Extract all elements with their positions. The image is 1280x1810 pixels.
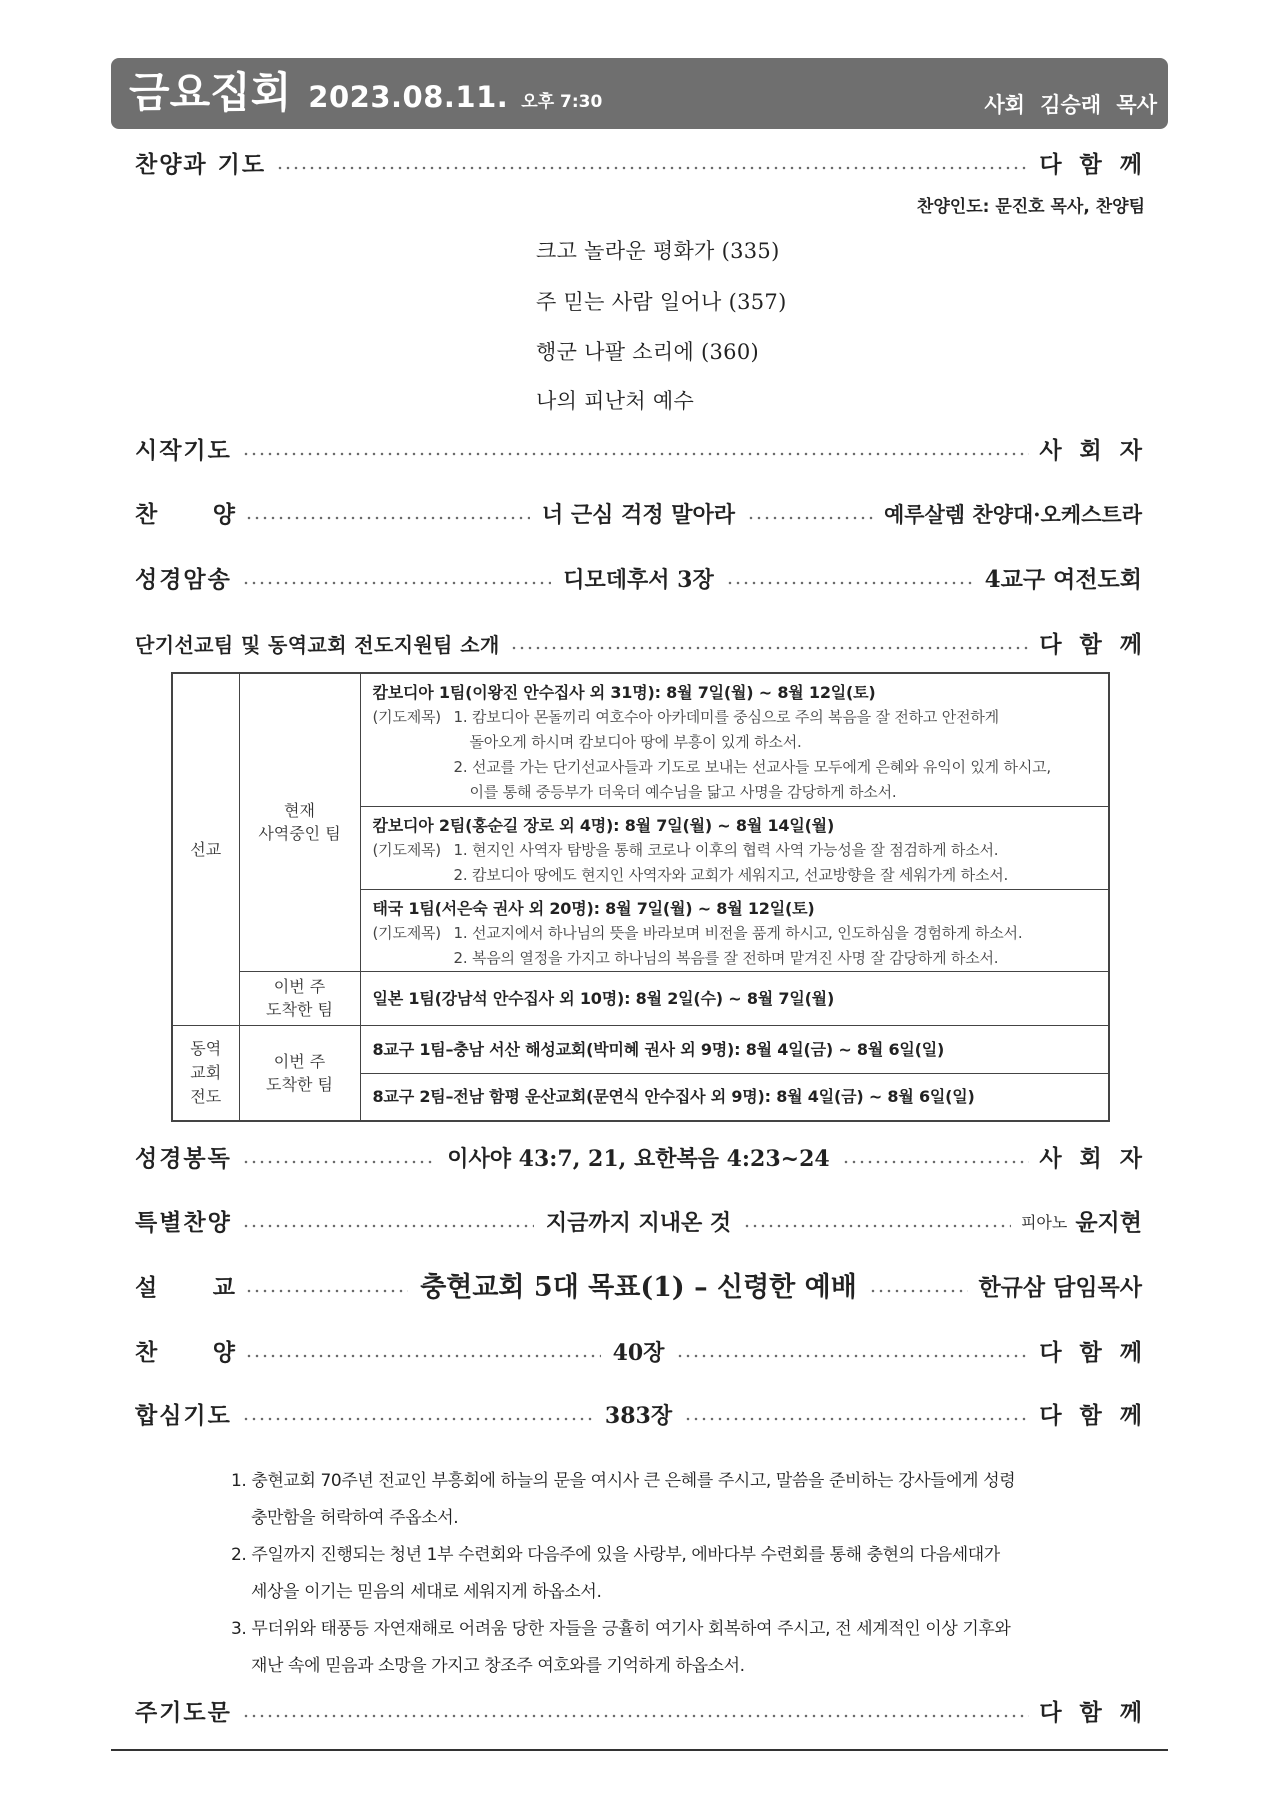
prayer-line: 2. 캄보디아 땅에도 현지인 사역자와 교회가 세워지고, 선교방향을 잘 세워가게 하소서. (453, 865, 1009, 884)
prayer-line: 1. 현지인 사역자 탐방을 통해 코로나 이후의 협력 사역 가능성을 잘 점검하게 하소서. (453, 840, 999, 859)
prayer-line: 2. 복음의 열정을 가지고 하나님의 복음를 잘 전하며 맡겨진 사명 잘 감당하게 하소서. (453, 948, 999, 967)
order-item-scripture-reading (135, 1144, 1142, 1174)
hymn-item: 주 믿는 사람 일어나 (357) (536, 290, 787, 314)
prayer-item-line: 재난 속에 믿음과 소망을 가지고 창조주 여호와를 기억하게 하옵소서. (251, 1656, 745, 1676)
prayer-line: 돌아오게 하시며 캄보디아 땅에 부흥이 있게 하소서. (469, 733, 802, 751)
status-cell-arrived: 이번 주 도착한 팀 (239, 1025, 360, 1121)
hymn-item: 행군 나팔 소리에 (360) (536, 340, 759, 364)
dot-leader (245, 516, 530, 520)
team-title: 8교구 1팀–충남 서산 해성교회(박미혜 권사 외 9명): 8월 4일(금) ~ 8월 6일(일) (372, 1039, 945, 1059)
team-title: 태국 1팀(서은숙 권사 외 20명): 8월 7일(월) ~ 8월 12일(토) (372, 898, 815, 918)
table-row (172, 673, 1109, 806)
dot-leader (242, 452, 1029, 456)
order-leader: 다 함 께 (1039, 1339, 1142, 1366)
order-item-unison-prayer (135, 1401, 1142, 1431)
order-leader: 4교구 여전도회 (984, 566, 1142, 593)
table-row (172, 1025, 1109, 1073)
team-cell (360, 889, 1109, 971)
team-cell (360, 1025, 1109, 1073)
order-leader: 다 함 께 (1039, 631, 1142, 658)
team-cell (360, 971, 1109, 1025)
order-leader-role: 피아노 (1020, 1213, 1068, 1232)
prayer-label: (기도제목) (372, 840, 441, 859)
team-cell (360, 1073, 1109, 1121)
service-time: 오후 7:30 (521, 92, 603, 112)
mission-team-table (171, 672, 1110, 1122)
dot-leader (245, 1354, 601, 1358)
header-bar (111, 58, 1168, 129)
order-content: 이사야 43:7, 21, 요한복음 4:23~24 (447, 1146, 830, 1172)
team-title: 일본 1팀(강남석 안수집사 외 10명): 8월 2일(수) ~ 8월 7일(월) (372, 988, 835, 1008)
order-label: 주기도문 (135, 1699, 232, 1726)
team-prayer (373, 921, 1101, 971)
order-leader: 다 함 께 (1039, 1402, 1142, 1429)
prayer-label: (기도제목) (372, 923, 441, 942)
team-cell (360, 806, 1109, 889)
prayer-line: 1. 선교지에서 하나님의 뜻을 바라보며 비전을 품게 하시고, 인도하심을 경험하게 하소서. (453, 923, 1023, 942)
dot-leader (747, 516, 874, 520)
order-item-praise (135, 150, 1142, 180)
order-item-recitation (135, 565, 1142, 595)
prayer-item-line: 2. 주일까지 진행되는 청년 1부 수련회와 다음주에 있을 사랑부, 에바다부 수련회를 통해 충현의 다음세대가 (231, 1545, 1000, 1565)
bottom-divider (111, 1749, 1168, 1751)
order-label: 시작기도 (135, 437, 232, 464)
team-title: 캄보디아 1팀(이왕진 안수집사 외 31명): 8월 7일(월) ~ 8월 12일(토) (372, 683, 876, 702)
dot-leader (242, 1714, 1029, 1718)
dot-leader (242, 1160, 435, 1164)
sermon-title: 충현교회 5대 목표(1) – 신령한 예배 (420, 1272, 857, 1303)
prayer-line: 1. 캄보디아 몬돌끼리 여호수아 아카데미를 중심으로 주의 복음을 잘 전하고 안전하게 (453, 708, 999, 726)
order-content: 지금까지 지내온 것 (545, 1210, 732, 1236)
prayer-line: 이를 통해 중등부가 더욱더 예수님을 닮고 사명을 감당하게 하소서. (469, 783, 897, 801)
prayer-item-line: 1. 충현교회 70주년 전교인 부흥회에 하늘의 문을 여시사 큰 은혜를 주시고, 말씀을 준비하는 강사들에게 성령 (231, 1471, 1016, 1491)
order-item-sermon (135, 1273, 1142, 1303)
order-label: 찬 양 (135, 501, 235, 528)
prayer-line: 2. 선교를 가는 단기선교사들과 기도로 보내는 선교사들 모두에게 은혜와 유익이 있게 하시고, (453, 758, 1051, 776)
dot-leader (242, 1224, 534, 1228)
prayer-list (231, 1463, 1015, 1685)
order-item-mission-intro (135, 630, 1142, 660)
status-cell-arrived: 이번 주 도착한 팀 (239, 971, 360, 1025)
order-leader: 윤지현 (1075, 1209, 1142, 1236)
order-content: 40장 (612, 1340, 665, 1366)
service-date: 2023.08.11. (308, 80, 509, 114)
order-label: 성경봉독 (135, 1145, 232, 1172)
table-row (172, 971, 1109, 1025)
order-leader: 예루살렘 찬양대·오케스트라 (883, 502, 1142, 527)
order-leader: 한규삼 담임목사 (978, 1274, 1142, 1301)
service-title: 금요집회 (129, 68, 292, 117)
hymn-item: 크고 놀라운 평화가 (335) (536, 239, 780, 263)
team-title: 8교구 2팀–전남 함평 운산교회(문연식 안수집사 외 9명): 8월 4일(금) ~ 8월 6일(일) (372, 1087, 975, 1107)
service-host: 사회 김승래 목사 (984, 93, 1157, 117)
order-leader: 다 함 께 (1039, 1699, 1142, 1726)
team-prayer (373, 705, 1101, 805)
dot-leader (869, 1289, 969, 1293)
dot-leader (242, 581, 551, 585)
order-label: 성경암송 (135, 566, 232, 593)
order-label: 찬양과 기도 (135, 151, 267, 178)
prayer-label: (기도제목) (372, 708, 441, 726)
order-item-lords-prayer (135, 1698, 1142, 1728)
order-leader: 사 회 자 (1039, 1145, 1142, 1172)
order-label: 설 교 (135, 1274, 235, 1301)
dot-leader (726, 581, 975, 585)
order-label: 단기선교팀 및 동역교회 전도지원팀 소개 (135, 633, 500, 657)
dot-leader (510, 646, 1030, 650)
order-item-special-music (135, 1208, 1142, 1238)
dot-leader (842, 1160, 1030, 1164)
order-leader: 다 함 께 (1039, 151, 1142, 178)
order-label: 찬 양 (135, 1339, 235, 1366)
dot-leader (245, 1289, 408, 1293)
category-cell-partner: 동역 교회 전도 (172, 1025, 239, 1121)
dot-leader (684, 1417, 1029, 1421)
order-content: 디모데후서 3장 (563, 567, 714, 593)
order-item-opening-prayer (135, 436, 1142, 466)
team-prayer (373, 838, 1101, 888)
order-label: 특별찬양 (135, 1209, 232, 1236)
status-cell-active: 현재 사역중인 팀 (239, 673, 360, 971)
order-leader: 사 회 자 (1039, 437, 1142, 464)
order-item-anthem (135, 500, 1142, 530)
team-cell (360, 673, 1109, 806)
dot-leader (743, 1224, 1011, 1228)
dot-leader (242, 1417, 593, 1421)
order-content: 너 근심 걱정 말아라 (542, 502, 735, 528)
praise-credit: 찬양인도: 문진호 목사, 찬양팀 (916, 197, 1145, 217)
prayer-item-line: 3. 무더위와 태풍등 자연재해로 어려움 당한 자들을 긍휼히 여기사 회복하여 주시고, 전 세계적인 이상 기후와 (231, 1619, 1011, 1639)
dot-leader (276, 166, 1029, 170)
order-content: 383장 (604, 1403, 673, 1429)
order-label: 합심기도 (135, 1402, 232, 1429)
order-item-hymn (135, 1338, 1142, 1368)
category-cell-mission: 선교 (172, 673, 239, 1025)
prayer-item-line: 충만함을 허락하여 주옵소서. (251, 1508, 459, 1528)
prayer-item-line: 세상을 이기는 믿음의 세대로 세워지게 하옵소서. (251, 1582, 602, 1602)
team-title: 캄보디아 2팀(홍순길 장로 외 4명): 8월 7일(월) ~ 8월 14일(월) (372, 815, 835, 835)
dot-leader (676, 1354, 1029, 1358)
hymn-item: 나의 피난처 예수 (536, 389, 695, 413)
